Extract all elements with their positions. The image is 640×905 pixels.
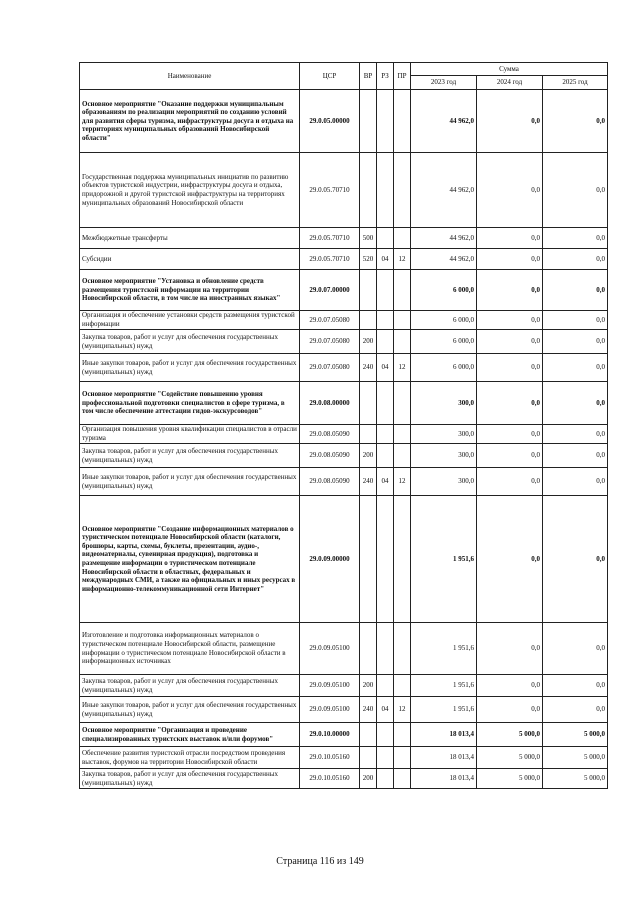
cell-y2023: 300,0 xyxy=(411,444,477,468)
cell-y2024: 0,0 xyxy=(477,153,543,228)
cell-csr: 29.0.07.00000 xyxy=(300,270,360,311)
cell-csr: 29.0.07.05080 xyxy=(300,354,360,382)
cell-name: Межбюджетные трансферты xyxy=(80,228,300,249)
cell-csr: 29.0.08.05090 xyxy=(300,425,360,444)
cell-vr xyxy=(360,311,377,330)
cell-pr xyxy=(394,769,411,789)
cell-rz xyxy=(377,228,394,249)
table-row xyxy=(80,623,608,675)
cell-csr: 29.0.09.00000 xyxy=(300,496,360,623)
cell-y2024: 0,0 xyxy=(477,249,543,270)
cell-y2024: 0,0 xyxy=(477,354,543,382)
cell-y2024: 0,0 xyxy=(477,697,543,723)
table-row xyxy=(80,330,608,354)
cell-y2024: 0,0 xyxy=(477,228,543,249)
cell-pr: 12 xyxy=(394,468,411,496)
table-row xyxy=(80,444,608,468)
table-row xyxy=(80,468,608,496)
cell-vr: 520 xyxy=(360,249,377,270)
table-row xyxy=(80,747,608,769)
cell-rz xyxy=(377,90,394,153)
cell-pr xyxy=(394,723,411,747)
header-year-2025: 2025 год xyxy=(543,76,608,90)
cell-name: Основное мероприятие "Оказание поддержки муниципальным образованиям по реализации мероприятий по созданию условий для развития сферы туризма, инфраструктуры досуга и отдыха на территориях муниципальных образований Новосибирской области" xyxy=(80,90,300,153)
cell-vr: 240 xyxy=(360,354,377,382)
cell-pr xyxy=(394,425,411,444)
cell-y2023: 1 951,6 xyxy=(411,623,477,675)
cell-y2023: 18 013,4 xyxy=(411,747,477,769)
cell-y2025: 0,0 xyxy=(543,90,608,153)
cell-name: Основное мероприятие "Установка и обновление средств размещения туристской информации на территории Новосибирской области, в том числе на иностранных языках" xyxy=(80,270,300,311)
cell-y2025: 5 000,0 xyxy=(543,769,608,789)
table-row xyxy=(80,90,608,153)
cell-pr xyxy=(394,270,411,311)
cell-name: Основное мероприятие "Создание информационных материалов о туристическом потенциале Новосибирской области (каталоги, брошюры, карты, схемы, буклеты, презентации, аудио-, видеоматериалы, сувенирная продукция), подготовка и размещение информации о туристическом потенциале Новосибирской области в областных, федеральных и международных СМИ, а также на официальных и иных ресурсах в информационно-телекоммуникационной сети Интернет" xyxy=(80,496,300,623)
cell-csr: 29.0.07.05080 xyxy=(300,311,360,330)
cell-y2023: 300,0 xyxy=(411,382,477,425)
cell-y2025: 0,0 xyxy=(543,468,608,496)
cell-y2025: 0,0 xyxy=(543,697,608,723)
cell-name: Основное мероприятие "Содействие повышению уровня профессиональной подготовки специалистов в сфере туризма, в том числе обеспечение аттестации гидов-экскурсоводов" xyxy=(80,382,300,425)
cell-y2025: 0,0 xyxy=(543,675,608,697)
cell-pr xyxy=(394,747,411,769)
cell-pr xyxy=(394,444,411,468)
cell-rz xyxy=(377,769,394,789)
cell-y2023: 6 000,0 xyxy=(411,354,477,382)
cell-vr: 500 xyxy=(360,228,377,249)
cell-y2024: 0,0 xyxy=(477,425,543,444)
cell-y2024: 0,0 xyxy=(477,496,543,623)
cell-csr: 29.0.05.00000 xyxy=(300,90,360,153)
cell-csr: 29.0.07.05080 xyxy=(300,330,360,354)
cell-pr: 12 xyxy=(394,354,411,382)
table-row xyxy=(80,496,608,623)
cell-name: Закупка товаров, работ и услуг для обеспечения государственных (муниципальных) нужд xyxy=(80,675,300,697)
cell-vr xyxy=(360,153,377,228)
cell-csr: 29.0.10.00000 xyxy=(300,723,360,747)
cell-y2023: 6 000,0 xyxy=(411,330,477,354)
cell-y2024: 0,0 xyxy=(477,330,543,354)
table-row xyxy=(80,425,608,444)
cell-pr xyxy=(394,90,411,153)
cell-y2025: 0,0 xyxy=(543,270,608,311)
cell-vr xyxy=(360,270,377,311)
header-year-2024: 2024 год xyxy=(477,76,543,90)
cell-y2024: 0,0 xyxy=(477,270,543,311)
cell-pr xyxy=(394,153,411,228)
cell-y2023: 44 962,0 xyxy=(411,249,477,270)
cell-rz xyxy=(377,270,394,311)
cell-rz: 04 xyxy=(377,468,394,496)
cell-csr: 29.0.10.05160 xyxy=(300,747,360,769)
cell-pr xyxy=(394,675,411,697)
cell-y2024: 0,0 xyxy=(477,623,543,675)
cell-y2023: 44 962,0 xyxy=(411,153,477,228)
table-body xyxy=(80,90,608,789)
cell-y2024: 5 000,0 xyxy=(477,723,543,747)
table-row xyxy=(80,311,608,330)
cell-rz: 04 xyxy=(377,249,394,270)
cell-y2024: 5 000,0 xyxy=(477,747,543,769)
cell-pr xyxy=(394,228,411,249)
cell-rz xyxy=(377,330,394,354)
cell-name: Закупка товаров, работ и услуг для обеспечения государственных (муниципальных) нужд xyxy=(80,444,300,468)
cell-rz: 04 xyxy=(377,354,394,382)
cell-pr xyxy=(394,382,411,425)
cell-pr xyxy=(394,623,411,675)
cell-vr xyxy=(360,425,377,444)
cell-y2024: 0,0 xyxy=(477,675,543,697)
cell-csr: 29.0.05.70710 xyxy=(300,153,360,228)
cell-y2023: 6 000,0 xyxy=(411,311,477,330)
table-row xyxy=(80,723,608,747)
cell-y2025: 0,0 xyxy=(543,496,608,623)
table-row xyxy=(80,697,608,723)
table-row xyxy=(80,270,608,311)
cell-rz: 04 xyxy=(377,697,394,723)
cell-vr xyxy=(360,623,377,675)
cell-rz xyxy=(377,382,394,425)
table-row xyxy=(80,228,608,249)
header-rz: РЗ xyxy=(377,63,394,90)
cell-y2023: 18 013,4 xyxy=(411,769,477,789)
cell-y2023: 1 951,6 xyxy=(411,697,477,723)
cell-name: Организация и обеспечение установки средств размещения туристской информации xyxy=(80,311,300,330)
cell-name: Основное мероприятие "Организация и проведение специализированных туристских выставок и/или форумов" xyxy=(80,723,300,747)
cell-y2023: 44 962,0 xyxy=(411,228,477,249)
cell-y2025: 0,0 xyxy=(543,354,608,382)
header-pr: ПР xyxy=(394,63,411,90)
cell-vr: 200 xyxy=(360,769,377,789)
table-row xyxy=(80,249,608,270)
cell-name: Государственная поддержка муниципальных инициатив по развитию объектов туристской индустрии, инфраструктуры досуга и отдыха, придорожной и другой туристской инфраструктуры на территориях муниципальных образований Новосибирской области xyxy=(80,153,300,228)
table-row xyxy=(80,675,608,697)
cell-rz xyxy=(377,311,394,330)
cell-y2023: 1 951,6 xyxy=(411,496,477,623)
cell-y2025: 5 000,0 xyxy=(543,747,608,769)
cell-y2025: 5 000,0 xyxy=(543,723,608,747)
cell-csr: 29.0.05.70710 xyxy=(300,228,360,249)
cell-y2025: 0,0 xyxy=(543,153,608,228)
cell-vr: 200 xyxy=(360,444,377,468)
table-row xyxy=(80,382,608,425)
cell-vr xyxy=(360,747,377,769)
cell-vr xyxy=(360,496,377,623)
cell-y2025: 0,0 xyxy=(543,382,608,425)
cell-name: Иные закупки товаров, работ и услуг для обеспечения государственных (муниципальных) нужд xyxy=(80,468,300,496)
cell-y2024: 0,0 xyxy=(477,90,543,153)
header-csr: ЦСР xyxy=(300,63,360,90)
table-row xyxy=(80,153,608,228)
cell-pr: 12 xyxy=(394,249,411,270)
cell-y2023: 18 013,4 xyxy=(411,723,477,747)
cell-rz xyxy=(377,444,394,468)
header-year-2023: 2023 год xyxy=(411,76,477,90)
cell-y2023: 44 962,0 xyxy=(411,90,477,153)
cell-rz xyxy=(377,623,394,675)
cell-name: Закупка товаров, работ и услуг для обеспечения государственных (муниципальных) нужд xyxy=(80,330,300,354)
cell-csr: 29.0.08.00000 xyxy=(300,382,360,425)
cell-y2024: 0,0 xyxy=(477,382,543,425)
cell-y2025: 0,0 xyxy=(543,228,608,249)
cell-y2025: 0,0 xyxy=(543,249,608,270)
cell-y2023: 300,0 xyxy=(411,425,477,444)
cell-vr xyxy=(360,382,377,425)
cell-y2025: 0,0 xyxy=(543,311,608,330)
cell-y2024: 0,0 xyxy=(477,444,543,468)
cell-name: Иные закупки товаров, работ и услуг для обеспечения государственных (муниципальных) нужд xyxy=(80,354,300,382)
cell-y2023: 1 951,6 xyxy=(411,675,477,697)
cell-vr: 240 xyxy=(360,468,377,496)
cell-y2025: 0,0 xyxy=(543,444,608,468)
cell-rz xyxy=(377,675,394,697)
cell-y2024: 0,0 xyxy=(477,468,543,496)
cell-vr xyxy=(360,90,377,153)
cell-y2023: 6 000,0 xyxy=(411,270,477,311)
cell-rz xyxy=(377,723,394,747)
cell-y2024: 5 000,0 xyxy=(477,769,543,789)
cell-csr: 29.0.05.70710 xyxy=(300,249,360,270)
cell-csr: 29.0.08.05090 xyxy=(300,468,360,496)
page-number: Страница 116 из 149 xyxy=(276,856,364,867)
cell-vr: 240 xyxy=(360,697,377,723)
cell-y2025: 0,0 xyxy=(543,330,608,354)
cell-csr: 29.0.10.05160 xyxy=(300,769,360,789)
cell-csr: 29.0.09.05100 xyxy=(300,675,360,697)
cell-y2025: 0,0 xyxy=(543,425,608,444)
cell-rz xyxy=(377,496,394,623)
cell-name: Закупка товаров, работ и услуг для обеспечения государственных (муниципальных) нужд xyxy=(80,769,300,789)
header-name: Наименование xyxy=(80,63,300,90)
header-sum: Сумма xyxy=(411,63,608,76)
cell-vr: 200 xyxy=(360,675,377,697)
cell-name: Субсидии xyxy=(80,249,300,270)
cell-csr: 29.0.09.05100 xyxy=(300,623,360,675)
cell-pr xyxy=(394,496,411,623)
cell-y2025: 0,0 xyxy=(543,623,608,675)
cell-name: Обеспечение развития туристской отрасли посредством проведения выставок, форумов на территории Новосибирской области xyxy=(80,747,300,769)
cell-vr: 200 xyxy=(360,330,377,354)
cell-rz xyxy=(377,747,394,769)
cell-vr xyxy=(360,723,377,747)
cell-name: Изготовление и подготовка информационных материалов о туристическом потенциале Новосибирской области, размещение информации о туристическом потенциале Новосибирской области в информационных источниках xyxy=(80,623,300,675)
table-row xyxy=(80,354,608,382)
cell-y2024: 0,0 xyxy=(477,311,543,330)
cell-name: Иные закупки товаров, работ и услуг для обеспечения государственных (муниципальных) нужд xyxy=(80,697,300,723)
cell-y2023: 300,0 xyxy=(411,468,477,496)
cell-rz xyxy=(377,425,394,444)
budget-table xyxy=(79,62,608,789)
header-vr: ВР xyxy=(360,63,377,90)
cell-pr xyxy=(394,311,411,330)
cell-csr: 29.0.09.05100 xyxy=(300,697,360,723)
cell-name: Организация повышения уровня квалификации специалистов в отрасли туризма xyxy=(80,425,300,444)
cell-rz xyxy=(377,153,394,228)
cell-pr: 12 xyxy=(394,697,411,723)
cell-pr xyxy=(394,330,411,354)
table-row xyxy=(80,769,608,789)
cell-csr: 29.0.08.05090 xyxy=(300,444,360,468)
